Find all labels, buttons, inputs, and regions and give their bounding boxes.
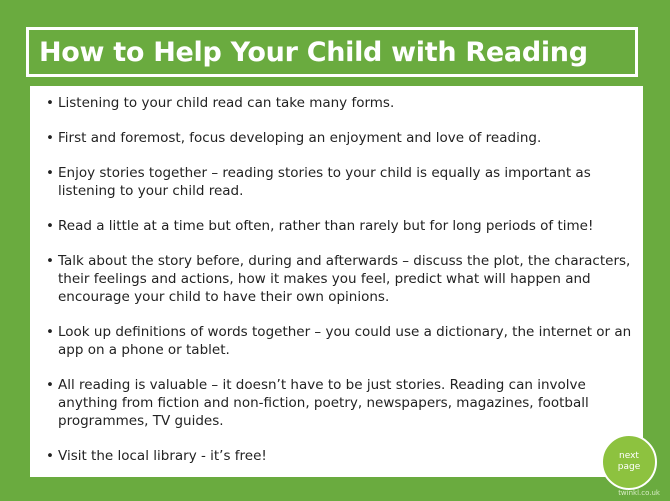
list-item: • All reading is valuable – it doesn’t have to be just stories. Reading can involve anything from fiction and non-fiction, poetry, newspapers, magazines, football programmes, TV guides. <box>46 376 633 430</box>
brand-footer: twinkl.co.uk <box>618 489 660 497</box>
list-item: • Listening to your child read can take many forms. <box>46 94 633 112</box>
tips-list <box>46 94 633 465</box>
title-bar <box>26 27 638 77</box>
content-panel <box>30 86 643 477</box>
list-item: • Read a little at a time but often, rather than rarely but for long periods of time! <box>46 217 633 235</box>
list-item: • Look up definitions of words together – you could use a dictionary, the internet or an app on a phone or tablet. <box>46 323 633 359</box>
list-item: • Talk about the story before, during and afterwards – discuss the plot, the characters, their feelings and actions, how it makes you feel, predict what will happen and encourage your child to have their own opinions. <box>46 252 633 306</box>
list-item: • Enjoy stories together – reading stories to your child is equally as important as listening to your child read. <box>46 164 633 200</box>
list-item: • First and foremost, focus developing an enjoyment and love of reading. <box>46 129 633 147</box>
page-title: How to Help Your Child with Reading <box>39 36 588 68</box>
list-item: • Visit the local library - it’s free! <box>46 447 633 465</box>
next-page-label-line2: page <box>617 462 641 472</box>
next-page-label-line1: next <box>619 451 639 461</box>
next-page-button[interactable] <box>601 434 657 490</box>
